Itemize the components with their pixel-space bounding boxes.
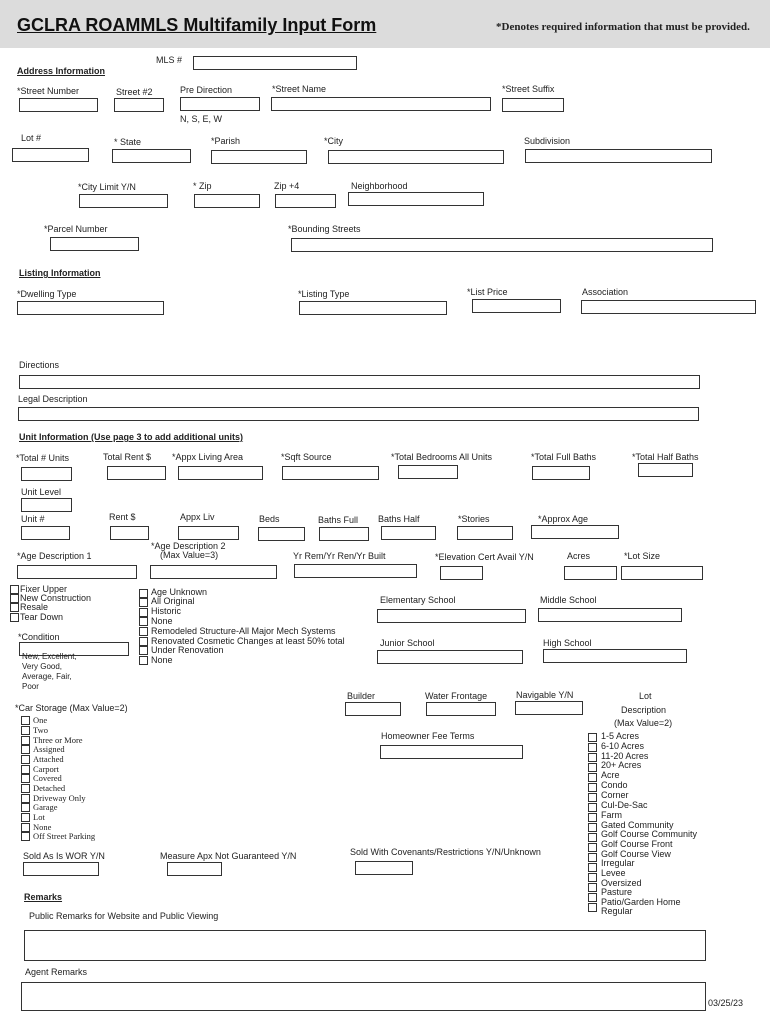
total-bedrooms-label: *Total Bedrooms All Units [391, 452, 493, 462]
age-desc2-label: *Age Description 2 [151, 541, 226, 551]
elevation-cert-field[interactable] [440, 566, 483, 580]
lot-label: Lot # [21, 133, 42, 143]
remarks-heading: Remarks [24, 892, 63, 902]
lot-desc-checkbox[interactable] [588, 893, 597, 902]
builder-label: Builder [347, 691, 376, 701]
age-desc2-option: Historic [151, 606, 182, 616]
car-storage-checkbox[interactable] [21, 794, 30, 803]
car-storage-option: Garage [33, 802, 58, 812]
lot-desc-option: Golf Course Front [601, 839, 673, 849]
water-frontage-field[interactable] [426, 702, 496, 716]
bounding-streets-field[interactable] [291, 238, 713, 252]
unit-no-label: Unit # [21, 514, 45, 524]
dwelling-type-field[interactable] [17, 301, 164, 315]
elementary-school-label: Elementary School [380, 595, 456, 605]
age-desc1-checkbox[interactable] [10, 594, 19, 603]
lot-description-label: Lot [639, 691, 652, 701]
appx-liv-field[interactable] [178, 526, 239, 540]
zip4-field[interactable] [275, 194, 336, 208]
total-half-baths-label: *Total Half Baths [632, 452, 699, 462]
total-bedrooms-field[interactable] [398, 465, 458, 479]
car-storage-option: Attached [33, 754, 64, 764]
lot-size-label: *Lot Size [624, 551, 661, 561]
dwelling-type-label: *Dwelling Type [17, 289, 77, 299]
car-storage-checkbox[interactable] [21, 803, 30, 812]
agent-remarks-field[interactable] [21, 982, 706, 1011]
lot-desc-option: Levee [601, 868, 626, 878]
total-units-label: *Total # Units [16, 453, 70, 463]
street-suffix-label: *Street Suffix [502, 84, 555, 94]
acres-field[interactable] [564, 566, 617, 580]
measure-apx-label: Measure Apx Not Guaranteed Y/N [160, 851, 297, 861]
public-remarks-label: Public Remarks for Website and Public Viewing [29, 911, 219, 921]
listing-heading: Listing Information [19, 268, 101, 278]
sold-as-is-label: Sold As Is WOR Y/N [23, 851, 105, 861]
car-storage-checkbox[interactable] [21, 813, 30, 822]
age-desc1-checkbox[interactable] [10, 603, 19, 612]
city-limit-label: *City Limit Y/N [78, 182, 136, 192]
beds-field[interactable] [258, 527, 305, 541]
total-half-baths-field[interactable] [638, 463, 693, 477]
form-title: GCLRA ROAMMLS Multifamily Input Form [17, 15, 377, 35]
lot-desc-checkbox[interactable] [588, 773, 597, 782]
unit-heading: Unit Information (Use page 3 to add additional units) [19, 432, 244, 442]
car-storage-checkbox[interactable] [21, 755, 30, 764]
lot-desc-checkbox[interactable] [588, 813, 597, 822]
unit-level-field[interactable] [21, 498, 72, 512]
neighborhood-label: Neighborhood [351, 181, 408, 191]
age-desc2-checkbox[interactable] [139, 617, 148, 626]
lot-desc-checkbox[interactable] [588, 733, 597, 742]
age-desc1-field[interactable] [17, 565, 137, 579]
car-storage-option: Two [33, 725, 48, 735]
car-storage-label: *Car Storage (Max Value=2) [15, 703, 128, 713]
lot-desc-option: Condo [601, 780, 628, 790]
total-rent-label: Total Rent $ [103, 452, 152, 462]
middle-school-field[interactable] [538, 608, 682, 622]
lot-desc-option: Acre [601, 770, 620, 780]
unit-level-label: Unit Level [21, 487, 62, 497]
car-storage-checkbox[interactable] [21, 765, 30, 774]
lot-desc-checkbox[interactable] [588, 783, 597, 792]
subdivision-label: Subdivision [524, 136, 571, 146]
water-frontage-label: Water Frontage [425, 691, 488, 701]
age-desc2-option: Renovated Cosmetic Changes at least 50% total [151, 636, 345, 646]
state-field[interactable] [112, 149, 191, 163]
lot-desc-option: Gated Community [601, 820, 674, 830]
age-desc2-option: Under Renovation [151, 645, 224, 655]
car-storage-option: One [33, 715, 48, 725]
age-desc2-option: None [151, 655, 173, 665]
mls-label: MLS # [156, 55, 183, 65]
zip-label: * Zip [193, 181, 212, 191]
age-desc2-option: Remodeled Structure-All Major Mech Systems [151, 626, 336, 636]
required-note: *Denotes required information that must be provided. [496, 21, 750, 33]
age-desc2-checkbox[interactable] [139, 589, 148, 598]
hoa-fee-terms-label: Homeowner Fee Terms [381, 731, 475, 741]
lot-desc-option: Corner [601, 790, 629, 800]
baths-half-label: Baths Half [378, 514, 420, 524]
age-desc1-option: Tear Down [20, 612, 64, 622]
street-number-label: *Street Number [17, 86, 80, 96]
unit-no-field[interactable] [21, 526, 70, 540]
subdivision-field[interactable] [525, 149, 712, 163]
lot-desc-checkbox[interactable] [588, 863, 597, 872]
car-storage-option: Lot [33, 812, 45, 822]
car-storage-checkbox[interactable] [21, 784, 30, 793]
lot-desc-option: Farm [601, 810, 622, 820]
lot-description-label2: Description [621, 705, 667, 715]
zip-field[interactable] [194, 194, 260, 208]
age-desc2-option: Age Unknown [151, 587, 208, 597]
parcel-number-label: *Parcel Number [44, 224, 108, 234]
street-suffix-field[interactable] [502, 98, 564, 112]
lot-desc-option: 20+ Acres [601, 760, 642, 770]
lot-desc-option: Patio/Garden Home [601, 897, 681, 907]
lot-desc-option: 6-10 Acres [601, 741, 645, 751]
list-price-label: *List Price [467, 287, 508, 297]
lot-field[interactable] [12, 148, 89, 162]
lot-desc-checkbox[interactable] [588, 843, 597, 852]
middle-school-label: Middle School [540, 595, 597, 605]
address-heading: Address Information [17, 66, 106, 76]
total-units-field[interactable] [21, 467, 72, 481]
lot-desc-checkbox[interactable] [588, 883, 597, 892]
approx-age-field[interactable] [531, 525, 619, 539]
age-desc1-option: Fixer Upper [20, 584, 68, 594]
lot-desc-option: Pasture [601, 887, 633, 897]
legal-description-field[interactable] [18, 407, 699, 421]
car-storage-option: Three or More [33, 735, 83, 745]
rent-label: Rent $ [109, 512, 136, 522]
parcel-number-field[interactable] [50, 237, 139, 251]
city-label: *City [324, 136, 344, 146]
age-desc1-label: *Age Description 1 [17, 551, 92, 561]
listing-type-label: *Listing Type [298, 289, 350, 299]
sold-covenants-label: Sold With Covenants/Restrictions Y/N/Unknown [350, 847, 541, 857]
rent-field[interactable] [110, 526, 149, 540]
street-number-field[interactable] [19, 98, 98, 112]
age-desc2-checkbox[interactable] [139, 608, 148, 617]
pre-direction-label: Pre Direction [180, 85, 233, 95]
association-label: Association [582, 287, 629, 297]
baths-full-label: Baths Full [318, 515, 359, 525]
age-desc2-option: None [151, 616, 173, 626]
age-desc1-option: New Construction [20, 593, 92, 603]
lot-desc-option: Golf Course Community [601, 829, 698, 839]
pre-direction-field[interactable] [180, 97, 260, 111]
unit-heading-note: (Use page 3 to add additional units) [91, 432, 244, 442]
lot-desc-checkbox[interactable] [588, 763, 597, 772]
age-desc2-field[interactable] [150, 565, 277, 579]
list-price-field[interactable] [472, 299, 561, 313]
state-label: * State [114, 137, 142, 147]
directions-label: Directions [19, 360, 60, 370]
appx-liv-label: Appx Liv [180, 512, 215, 522]
car-storage-option: Detached [33, 783, 66, 793]
age-desc1-checkbox[interactable] [10, 613, 19, 622]
measure-apx-field[interactable] [167, 862, 222, 876]
lot-desc-option: Oversized [601, 878, 642, 888]
condition-label: *Condition [18, 632, 60, 642]
lot-desc-option: Cul-De-Sac [601, 800, 648, 810]
car-storage-checkbox[interactable] [21, 823, 30, 832]
appx-living-area-label: *Appx Living Area [172, 452, 244, 462]
sqft-source-label: *Sqft Source [281, 452, 332, 462]
lot-desc-checkbox[interactable] [588, 743, 597, 752]
high-school-field[interactable] [543, 649, 687, 663]
age-desc2-checkbox[interactable] [139, 656, 148, 665]
car-storage-option: Off Street Parking [33, 831, 96, 841]
approx-age-label: *Approx Age [538, 514, 589, 524]
lot-desc-option: 11-20 Acres [601, 751, 649, 761]
lot-desc-checkbox[interactable] [588, 853, 597, 862]
hoa-fee-terms-field[interactable] [380, 745, 523, 759]
bounding-streets-label: *Bounding Streets [288, 224, 361, 234]
age-desc2-checkbox[interactable] [139, 627, 148, 636]
zip4-label: Zip +4 [274, 181, 300, 191]
city-field[interactable] [328, 150, 504, 164]
car-storage-checkbox[interactable] [21, 745, 30, 754]
sold-as-is-field[interactable] [23, 862, 99, 876]
legal-description-label: Legal Description [18, 394, 88, 404]
listing-type-field[interactable] [299, 301, 447, 315]
pre-direction-hint: N, S, E, W [180, 114, 223, 124]
lot-description-note: (Max Value=2) [614, 718, 673, 728]
lot-desc-checkbox[interactable] [588, 833, 597, 842]
total-full-baths-field[interactable] [532, 466, 590, 480]
yr-rem-label: Yr Rem/Yr Ren/Yr Built [293, 551, 386, 561]
lot-desc-checkbox[interactable] [588, 803, 597, 812]
lot-desc-checkbox[interactable] [588, 753, 597, 762]
condition-hint: New, Excellent, Very Good, Average, Fair, Poor [22, 652, 77, 691]
stories-field[interactable] [457, 526, 513, 540]
street-name-label: *Street Name [272, 84, 327, 94]
car-storage-option: None [33, 822, 52, 832]
form-date: 03/25/23 [708, 998, 744, 1008]
total-rent-field[interactable] [107, 466, 166, 480]
car-storage-option: Covered [33, 773, 62, 783]
total-full-baths-label: *Total Full Baths [531, 452, 597, 462]
builder-field[interactable] [345, 702, 401, 716]
car-storage-checkbox[interactable] [21, 716, 30, 725]
navigable-field[interactable] [515, 701, 583, 715]
car-storage-option: Carport [33, 764, 59, 774]
baths-half-field[interactable] [381, 526, 436, 540]
agent-remarks-label: Agent Remarks [25, 967, 88, 977]
junior-school-label: Junior School [380, 638, 435, 648]
age-desc2-note: (Max Value=3) [160, 550, 219, 560]
car-storage-checkbox[interactable] [21, 774, 30, 783]
lot-desc-checkbox[interactable] [588, 823, 597, 832]
navigable-label: Navigable Y/N [516, 690, 574, 700]
lot-size-field[interactable] [621, 566, 703, 580]
street-name-field[interactable] [271, 97, 491, 111]
lot-desc-option: 1-5 Acres [601, 731, 640, 741]
car-storage-checkbox[interactable] [21, 832, 30, 841]
association-field[interactable] [581, 300, 756, 314]
directions-field[interactable] [19, 375, 700, 389]
baths-full-field[interactable] [319, 527, 369, 541]
lot-desc-option: Golf Course View [601, 849, 671, 859]
age-desc2-checkbox[interactable] [139, 598, 148, 607]
age-desc1-checkbox[interactable] [10, 585, 19, 594]
public-remarks-field[interactable] [24, 930, 706, 961]
lot-desc-checkbox[interactable] [588, 873, 597, 882]
lot-desc-option: Irregular [601, 858, 635, 868]
mls-field[interactable] [193, 56, 357, 70]
car-storage-checkbox[interactable] [21, 736, 30, 745]
age-desc2-checkbox[interactable] [139, 646, 148, 655]
beds-label: Beds [259, 514, 280, 524]
parish-field[interactable] [211, 150, 307, 164]
lot-desc-checkbox[interactable] [588, 793, 597, 802]
city-limit-field[interactable] [79, 194, 168, 208]
high-school-label: High School [543, 638, 592, 648]
lot-desc-option: Regular [601, 906, 633, 916]
neighborhood-field[interactable] [348, 192, 484, 206]
street2-field[interactable] [114, 98, 164, 112]
car-storage-option: Driveway Only [33, 793, 86, 803]
age-desc1-option: Resale [20, 602, 49, 612]
street2-label: Street #2 [116, 87, 153, 97]
appx-living-area-field[interactable] [178, 466, 263, 480]
age-desc2-option: All Original [151, 596, 195, 606]
sqft-source-field[interactable] [282, 466, 379, 480]
yr-rem-field[interactable] [294, 564, 417, 578]
sold-covenants-field[interactable] [355, 861, 413, 875]
stories-label: *Stories [458, 514, 490, 524]
acres-label: Acres [567, 551, 591, 561]
elevation-cert-label: *Elevation Cert Avail Y/N [435, 552, 534, 562]
parish-label: *Parish [211, 136, 241, 146]
elementary-school-field[interactable] [377, 609, 526, 623]
lot-desc-checkbox[interactable] [588, 903, 597, 912]
age-desc2-checkbox[interactable] [139, 637, 148, 646]
junior-school-field[interactable] [377, 650, 523, 664]
car-storage-option: Assigned [33, 744, 65, 754]
car-storage-checkbox[interactable] [21, 726, 30, 735]
